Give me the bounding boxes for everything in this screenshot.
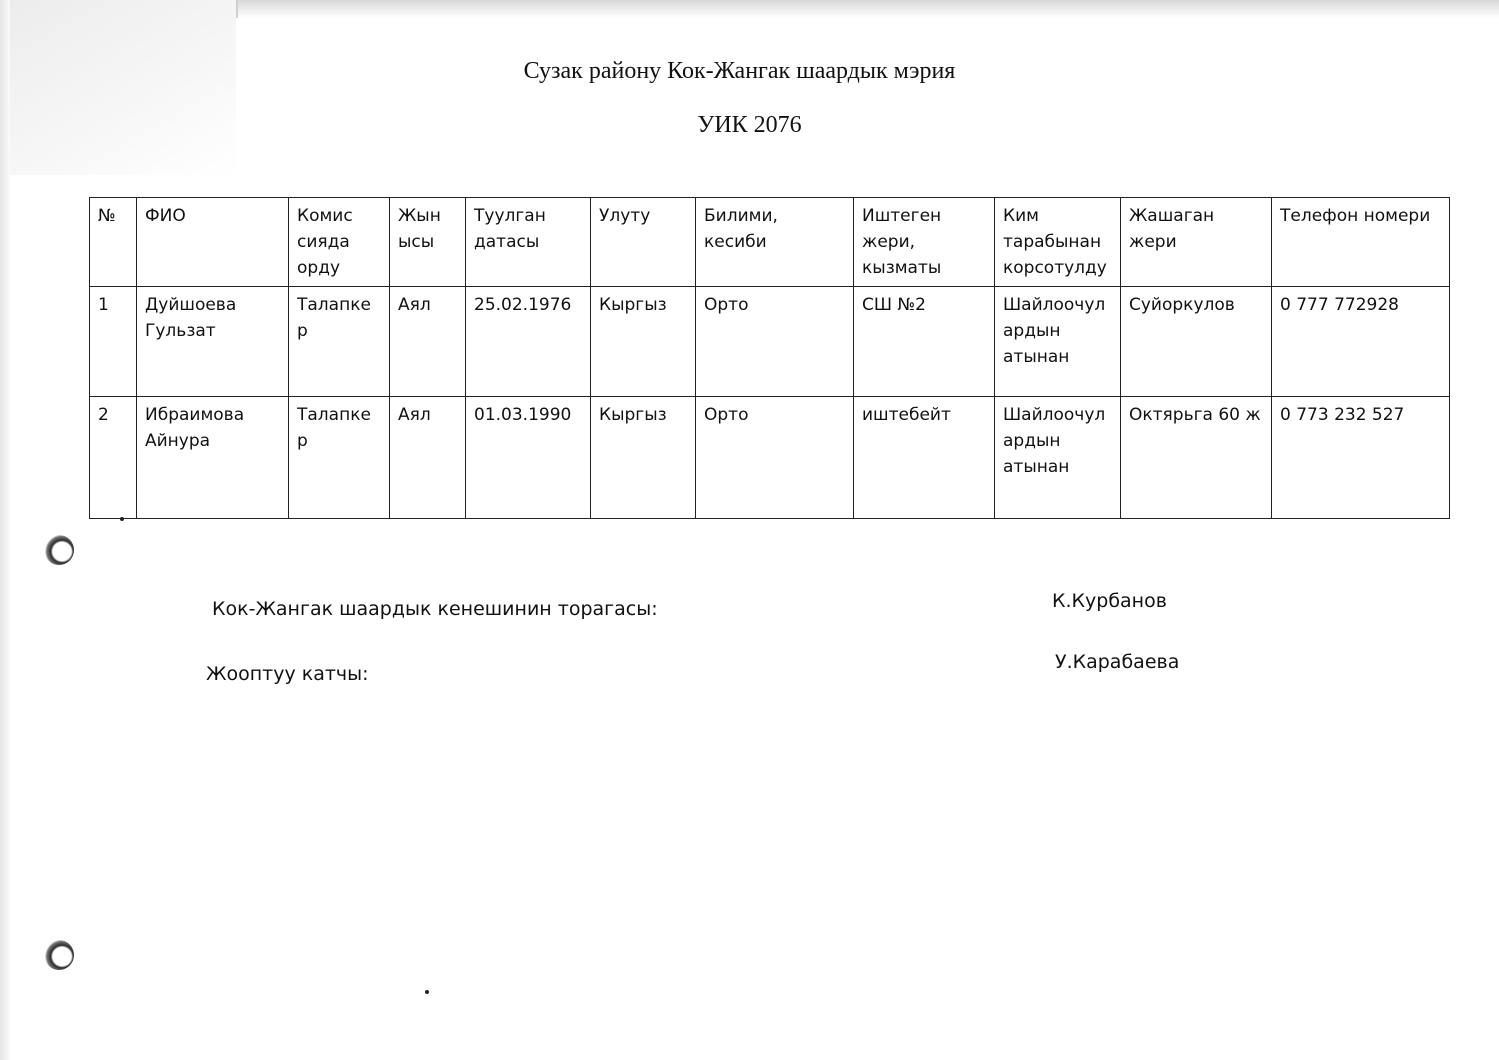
scan-speck <box>425 990 429 994</box>
cell-workplace: иштебейт <box>854 397 995 519</box>
members-table <box>89 197 1450 519</box>
cell-education: Орто <box>696 287 854 397</box>
cell-residence: Октярьга 60 ж <box>1121 397 1272 519</box>
cell-fullname: Ибраимова Айнура <box>137 397 289 519</box>
table-row <box>90 397 1450 519</box>
scan-left-edge <box>0 0 10 1060</box>
secretary-name: У.Карабаева <box>1055 651 1180 673</box>
header-cell-birthdate: Туулган датасы <box>466 198 591 287</box>
cell-role: Талапке р <box>289 287 390 397</box>
cell-gender: Аял <box>390 397 466 519</box>
header-cell-number: № <box>90 198 137 287</box>
table-row <box>90 287 1450 397</box>
scan-top-edge <box>236 0 1499 18</box>
scan-speck <box>120 517 124 521</box>
table-header-row <box>90 198 1450 287</box>
chair-label: Кок-Жангак шаардык кенешинин торагасы: <box>212 598 658 620</box>
header-cell-nationality: Улуту <box>591 198 696 287</box>
header-cell-workplace: Иштеген жери, кызматы <box>854 198 995 287</box>
chair-name: К.Курбанов <box>1052 590 1167 612</box>
cell-role: Талапке р <box>289 397 390 519</box>
secretary-label: Жооптуу катчы: <box>206 663 369 685</box>
cell-phone: 0 773 232 527 <box>1272 397 1450 519</box>
cell-nominated-by: Шайлоочул ардын атынан <box>995 397 1121 519</box>
cell-phone: 0 777 772928 <box>1272 287 1450 397</box>
punch-hole-icon <box>44 940 74 970</box>
header-cell-fullname: ФИО <box>137 198 289 287</box>
cell-residence: Суйоркулов <box>1121 287 1272 397</box>
punch-hole-icon <box>44 535 74 565</box>
document-title: Сузак району Кок-Жангак шаардык мэрия <box>523 58 956 84</box>
cell-workplace: СШ №2 <box>854 287 995 397</box>
cell-nationality: Кыргыз <box>591 397 696 519</box>
header-cell-gender: Жын ысы <box>390 198 466 287</box>
cell-number: 1 <box>90 287 137 397</box>
header-cell-nominated-by: Ким тарабынан корсотулду <box>995 198 1121 287</box>
header-cell-role: Комис сияда орду <box>289 198 390 287</box>
header-cell-phone: Телефон номери <box>1272 198 1450 287</box>
scan-corner-shade <box>0 0 236 175</box>
cell-fullname: Дуйшоева Гульзат <box>137 287 289 397</box>
cell-number: 2 <box>90 397 137 519</box>
cell-birthdate: 25.02.1976 <box>466 287 591 397</box>
header-cell-residence: Жашаган жери <box>1121 198 1272 287</box>
cell-nationality: Кыргыз <box>591 287 696 397</box>
cell-gender: Аял <box>390 287 466 397</box>
header-cell-education: Билими, кесиби <box>696 198 854 287</box>
cell-education: Орто <box>696 397 854 519</box>
document-subtitle: УИК 2076 <box>697 112 802 138</box>
cell-nominated-by: Шайлоочул ардын атынан <box>995 287 1121 397</box>
cell-birthdate: 01.03.1990 <box>466 397 591 519</box>
